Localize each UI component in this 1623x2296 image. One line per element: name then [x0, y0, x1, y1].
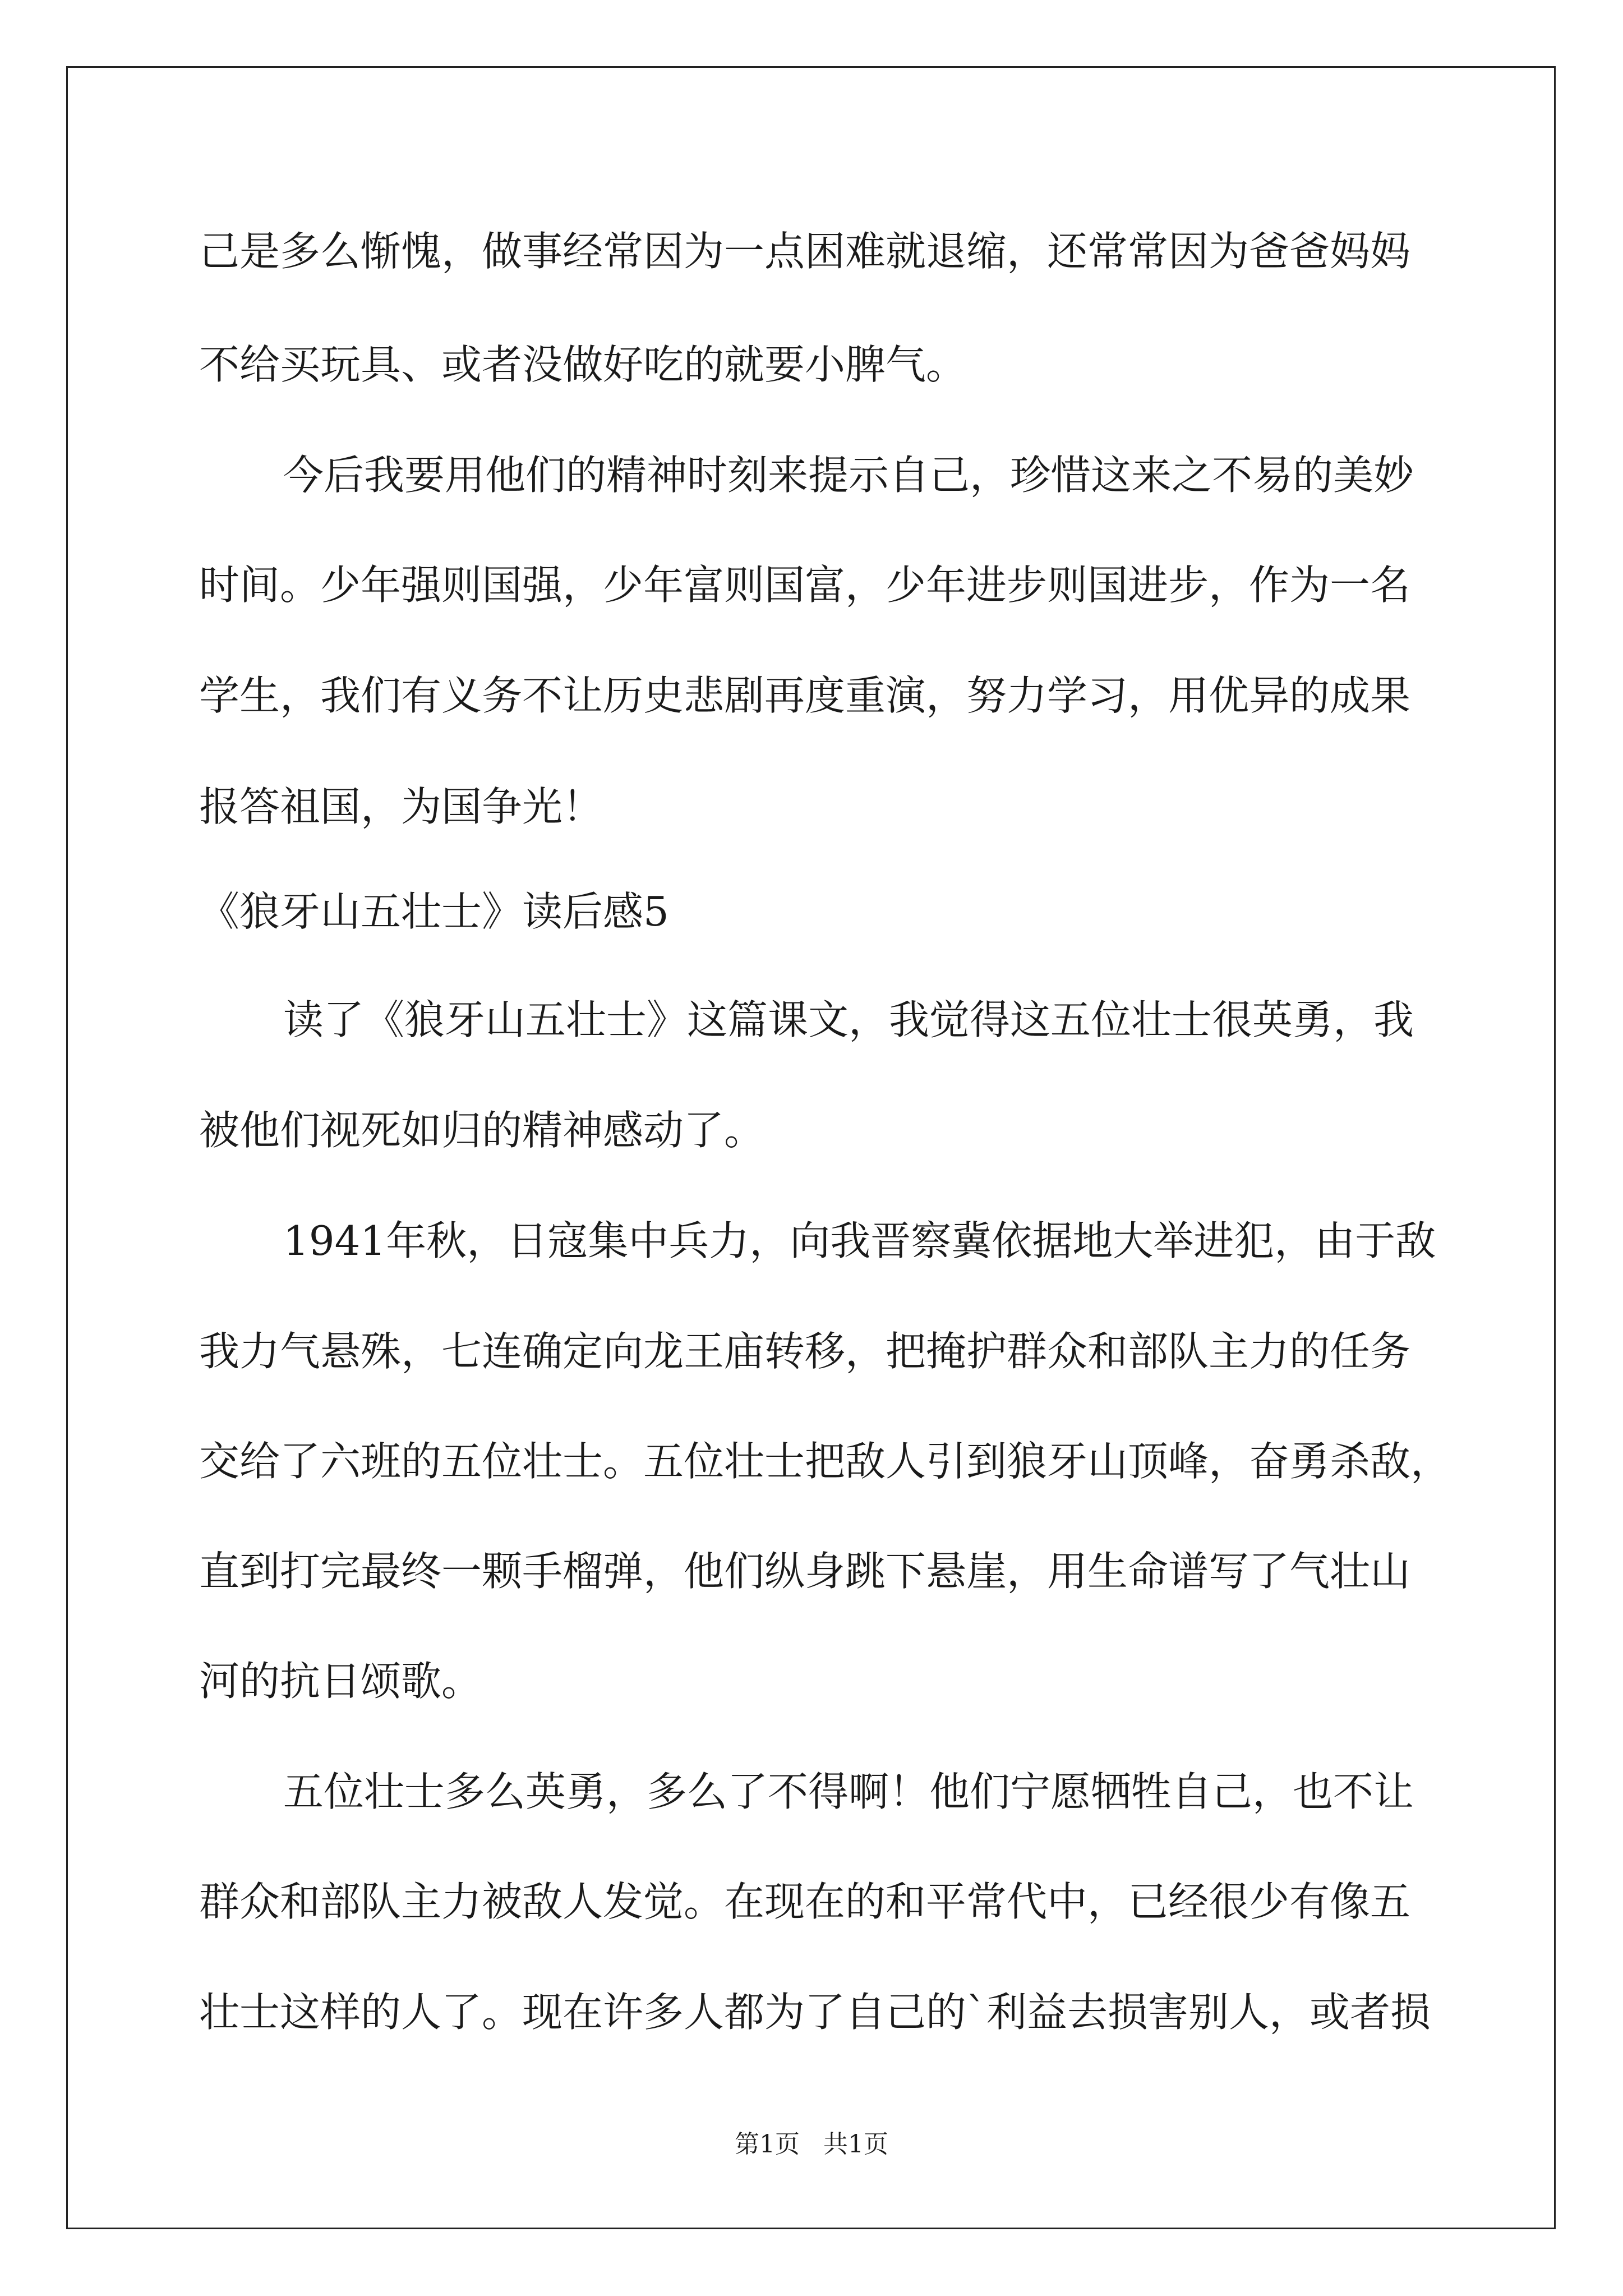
- text-line: 读了《狼牙山五壮士》这篇课文，我觉得这五位壮士很英勇，我: [283, 996, 1414, 1043]
- section-heading: 《狼牙山五壮士》读后感5: [199, 888, 669, 935]
- text-line: 不给买玩具、或者没做好吃的就要小脾气。: [199, 341, 967, 388]
- text-line: 五位壮士多么英勇，多么了不得啊！他们宁愿牺牲自己，也不让: [283, 1768, 1414, 1815]
- text-line: 1941年秋，日寇集中兵力，向我晋察冀依据地大举进犯，由于敌: [283, 1217, 1436, 1264]
- text-line: 交给了六班的五位壮士。五位壮士把敌人引到狼牙山顶峰，奋勇杀敌，: [199, 1438, 1451, 1485]
- text-line: 河的抗日颂歌。: [199, 1658, 482, 1705]
- text-line: 今后我要用他们的精神时刻来提示自己，珍惜这来之不易的美妙: [283, 452, 1414, 499]
- text-line: 群众和部队主力被敌人发觉。在现在的和平常代中，已经很少有像五: [199, 1878, 1411, 1925]
- text-line: 己是多么惭愧，做事经常因为一点困难就退缩，还常常因为爸爸妈妈: [199, 228, 1411, 275]
- text-line: 被他们视死如归的精神感动了。: [199, 1107, 765, 1154]
- text-line: 报答祖国，为国争光！: [199, 783, 603, 830]
- text-line: 学生，我们有义务不让历史悲剧再度重演，努力学习，用优异的成果: [199, 672, 1411, 719]
- text-line: 壮士这样的人了。现在许多人都为了自己的`利益去损害别人，或者损: [199, 1989, 1431, 2036]
- page-number-footer: 第1页 共1页: [735, 2130, 888, 2159]
- text-line: 直到打完最终一颗手榴弹，他们纵身跳下悬崖，用生命谱写了气壮山: [199, 1548, 1411, 1595]
- text-line: 我力气悬殊，七连确定向龙王庙转移，把掩护群众和部队主力的任务: [199, 1328, 1411, 1375]
- text-line: 时间。少年强则国强，少年富则国富，少年进步则国进步，作为一名: [199, 562, 1411, 609]
